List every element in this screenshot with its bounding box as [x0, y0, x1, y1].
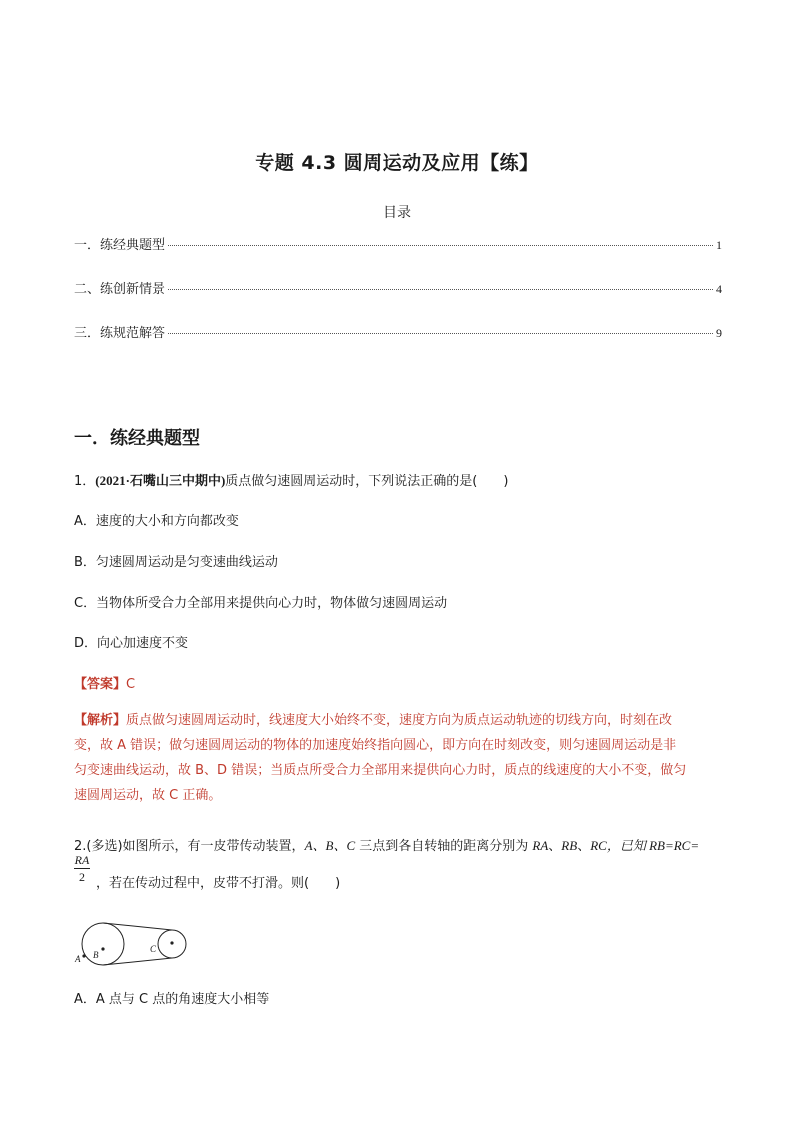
analysis-line: 匀变速曲线运动，故 B、D 错误；当质点所受合力全部用来提供向心力时，质点的线速度的大小不变，做匀 [74, 763, 687, 778]
toc-entry[interactable] [74, 234, 722, 253]
toc-leader-dots [168, 289, 713, 290]
question-number: 1． [74, 474, 96, 489]
radius-a: RA [532, 838, 549, 853]
question-text: 质点做匀速圆周运动时，下列说法正确的是( ) [225, 474, 509, 489]
fraction-ra-over-2 [74, 852, 90, 885]
fraction-denominator: 2 [79, 870, 85, 884]
belt-pulley-diagram [74, 920, 194, 970]
question-2-stem-continued: ，若在传动过程中，皮带不打滑。则( ) [96, 876, 341, 891]
point-b-dot [101, 947, 104, 950]
label-a: A [75, 954, 81, 964]
document-title: 专题 4.3 圆周运动及应用【练】 [255, 152, 539, 174]
radius-c: RC [590, 838, 607, 853]
toc-entry-page: 4 [716, 282, 722, 296]
label-b: B [93, 950, 99, 960]
q2-option-a: A．A 点与 C 点的角速度大小相等 [74, 992, 270, 1007]
toc-entry-label: 三．练规范解答 [74, 326, 166, 341]
label-c: C [150, 944, 157, 954]
analysis-line: 速圆周运动，故 C 正确。 [74, 788, 222, 803]
toc-leader-dots [168, 333, 713, 334]
analysis-tag: 【解析】 [74, 713, 127, 728]
option-a: A．速度的大小和方向都改变 [74, 514, 239, 529]
answer-value: C [126, 677, 136, 692]
toc-entry-page: 9 [716, 326, 722, 340]
point-c-dot [170, 941, 173, 944]
toc-entry[interactable] [74, 322, 722, 341]
toc-entry-label: 二、练创新情景 [74, 282, 166, 297]
analysis-block [74, 708, 722, 808]
toc-heading: 目录 [383, 205, 411, 221]
known-relation: ，已知 RB=RC= [606, 838, 700, 853]
analysis-line: 【解析】质点做匀速圆周运动时，线速度大小始终不变，速度方向为质点运动轨迹的切线方向，时刻在改 [74, 713, 673, 728]
question-2-stem: 2.(多选)如图所示，有一皮带传动装置，A、B、C 三点到各自转轴的距离分别为 RA、RB、RC，已知 RB=RC= [74, 838, 700, 854]
belt-top [103, 923, 172, 930]
toc-leader-dots [168, 245, 713, 246]
toc-entry-page: 1 [716, 238, 722, 252]
answer-line [74, 673, 135, 692]
option-d: D．向心加速度不变 [74, 636, 189, 651]
question-source: (2021·石嘴山三中期中) [95, 473, 226, 488]
analysis-line: 变，故 A 错误；做匀速圆周运动的物体的加速度始终指向圆心，即方向在时刻改变，则匀速圆周运动是非 [74, 738, 677, 753]
section-heading: 一．练经典题型 [74, 428, 200, 449]
large-pulley [82, 923, 124, 965]
radius-b: RB [561, 838, 578, 853]
belt-bottom [103, 958, 172, 965]
toc-entry-label: 一．练经典题型 [74, 238, 166, 253]
option-c: C．当物体所受合力全部用来提供向心力时，物体做匀速圆周运动 [74, 596, 448, 611]
question-1-stem [74, 470, 508, 489]
option-b: B．匀速圆周运动是匀变速曲线运动 [74, 555, 278, 570]
answer-tag: 【答案】 [74, 677, 127, 692]
toc-entry[interactable] [74, 278, 722, 297]
fraction-numerator: RA [74, 853, 90, 867]
point-labels: A、B、C [304, 838, 356, 853]
point-a-dot [82, 954, 85, 957]
